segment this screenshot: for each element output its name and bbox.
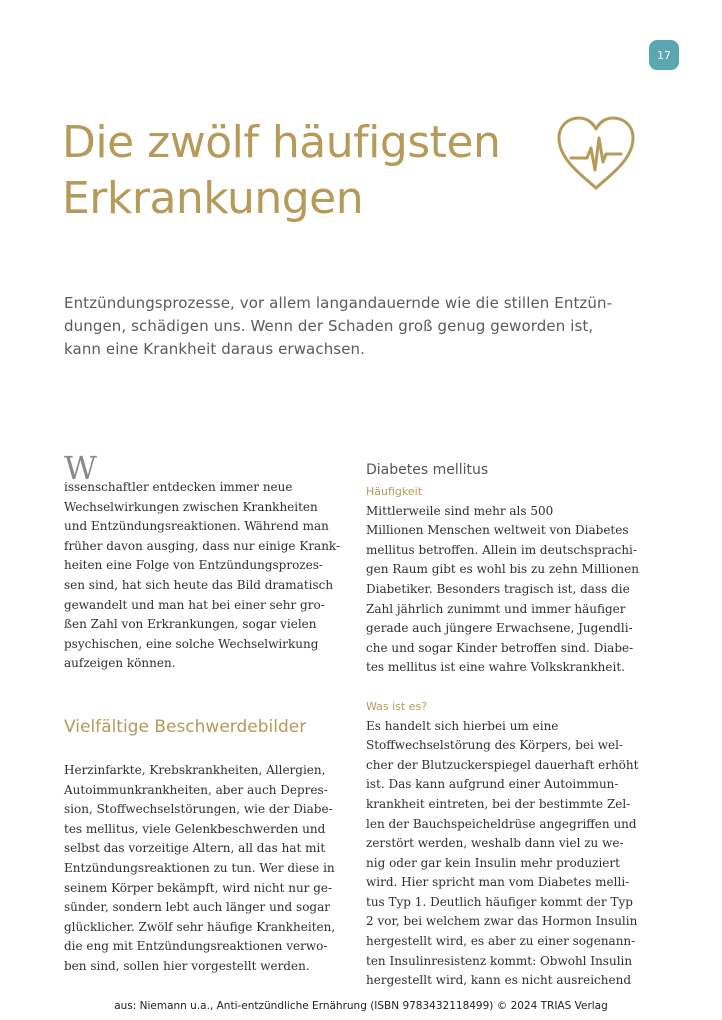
line: früher davon ausging, dass nur einige Krank- xyxy=(64,538,341,553)
line: sünder, sondern lebt auch länger und sogar xyxy=(64,900,330,915)
line: gewandelt und man hat bei einer sehr gro- xyxy=(64,597,325,612)
frequency-paragraph xyxy=(366,482,646,678)
right-column xyxy=(366,462,646,991)
line: tes mellitus ist eine wahre Volkskrankheit. xyxy=(366,660,625,675)
line: mellitus betroffen. Allein im deutschsprachi- xyxy=(366,542,637,557)
definition-label: Was ist es? xyxy=(366,699,428,713)
line-text: Es handelt sich hierbei um eine xyxy=(366,718,559,733)
line: heiten eine Folge von Entzündungsprozes- xyxy=(64,558,323,573)
line: ßen Zahl von Erkrankungen, sogar vielen xyxy=(64,617,317,632)
disease-heading: Diabetes mellitus xyxy=(366,462,489,478)
first-line xyxy=(366,697,646,736)
body-paragraph xyxy=(64,761,344,977)
title-line: Erkrankungen xyxy=(62,173,364,224)
intro-line: dungen, schädigen uns. Wenn der Schaden groß genug geworden ist, xyxy=(64,317,594,335)
intro-paragraph xyxy=(64,292,654,361)
line: seinem Körper bekämpft, wird nicht nur ge- xyxy=(64,880,333,895)
line: 2 vor, bei welchem zwar das Hormon Insulin xyxy=(366,914,638,929)
line: len der Bauchspeicheldrüse angegriffen und xyxy=(366,816,637,831)
line: ten Insulinresistenz kommt: Obwohl Insulin xyxy=(366,953,633,968)
line: Wechselwirkungen zwischen Krankheiten xyxy=(64,499,318,514)
line: psychischen, eine solche Wechselwirkung xyxy=(64,636,319,651)
line: nig oder gar kein Insulin mehr produziert xyxy=(366,855,620,870)
line: Zahl jährlich zunimmt und immer häufiger xyxy=(366,601,626,616)
line: Entzündungsreaktionen zu tun. Wer diese in xyxy=(64,860,335,875)
first-line xyxy=(64,449,344,498)
line: ben sind, sollen hier vorgestellt werden. xyxy=(64,958,310,973)
line: Diabetiker. Besonders tragisch ist, dass die xyxy=(366,581,630,596)
title-line: Die zwölf häufigsten xyxy=(62,117,501,168)
line: Stoffwechselstörung des Körpers, bei wel- xyxy=(366,738,623,753)
first-line xyxy=(366,482,646,521)
line: sion, Stoffwechselstörungen, wie der Diabe- xyxy=(64,802,333,817)
page-number-badge: 17 xyxy=(649,40,679,70)
line: wird. Hier spricht man vom Diabetes melli- xyxy=(366,875,630,890)
line: Herzinfarkte, Krebskrankheiten, Allergien, xyxy=(64,762,326,777)
drop-cap: W xyxy=(64,449,97,487)
line: und Entzündungsreaktionen. Während man xyxy=(64,519,329,534)
line: Autoimmunkrankheiten, aber auch Depres- xyxy=(64,782,328,797)
intro-line: Entzündungsprozesse, vor allem langandauernde wie die stillen Entzün- xyxy=(64,294,613,312)
line-text: Mittlerweile sind mehr als 500 xyxy=(366,503,554,518)
line: tus Typ 1. Deutlich häufiger kommt der Typ xyxy=(366,894,633,909)
source-footer: aus: Niemann u.a., Anti-entzündliche Ernährung (ISBN 9783432118499) © 2024 TRIAS Verlag xyxy=(114,1000,608,1012)
line: aufzeigen können. xyxy=(64,656,176,671)
line: sen sind, hat sich heute das Bild dramatisch xyxy=(64,577,334,592)
section-heading: Vielfältige Beschwerdebilder xyxy=(64,716,307,737)
page-title xyxy=(62,115,562,227)
line: gerade auch jüngere Erwachsene, Jugendli- xyxy=(366,621,633,636)
frequency-label: Häufigkeit xyxy=(366,485,423,498)
line: ist. Das kann aufgrund einer Autoimmun- xyxy=(366,777,619,792)
line: selbst das vorzeitige Altern, all das hat mit xyxy=(64,841,326,856)
line: zerstört werden, weshalb dann viel zu we- xyxy=(366,836,624,851)
line: cher der Blutzuckerspiegel dauerhaft erhöht xyxy=(366,757,639,772)
line: che und sogar Kinder betroffen sind. Diabe- xyxy=(366,640,634,655)
left-column xyxy=(64,449,344,976)
line: glücklicher. Zwölf sehr häufige Krankheiten, xyxy=(64,919,336,934)
line: gen Raum gibt es wohl bis zu zehn Millionen xyxy=(366,562,639,577)
line: tes mellitus, viele Gelenkbeschwerden und xyxy=(64,821,326,836)
definition-paragraph xyxy=(366,697,646,991)
line: krankheit eintreten, bei der bestimmte Zel- xyxy=(366,796,631,811)
line: hergestellt wird, kann es nicht ausreichend xyxy=(366,973,632,988)
line: hergestellt wird, es aber zu einer sogenann- xyxy=(366,934,636,949)
intro-body-paragraph xyxy=(64,449,344,674)
heart-pulse-icon xyxy=(553,112,639,192)
line: die eng mit Entzündungsreaktionen verwo- xyxy=(64,939,328,954)
intro-line: kann eine Krankheit daraus erwachsen. xyxy=(64,340,366,358)
line-text: issenschaftler entdecken immer neue xyxy=(64,480,293,494)
line: Millionen Menschen weltweit von Diabetes xyxy=(366,523,629,538)
